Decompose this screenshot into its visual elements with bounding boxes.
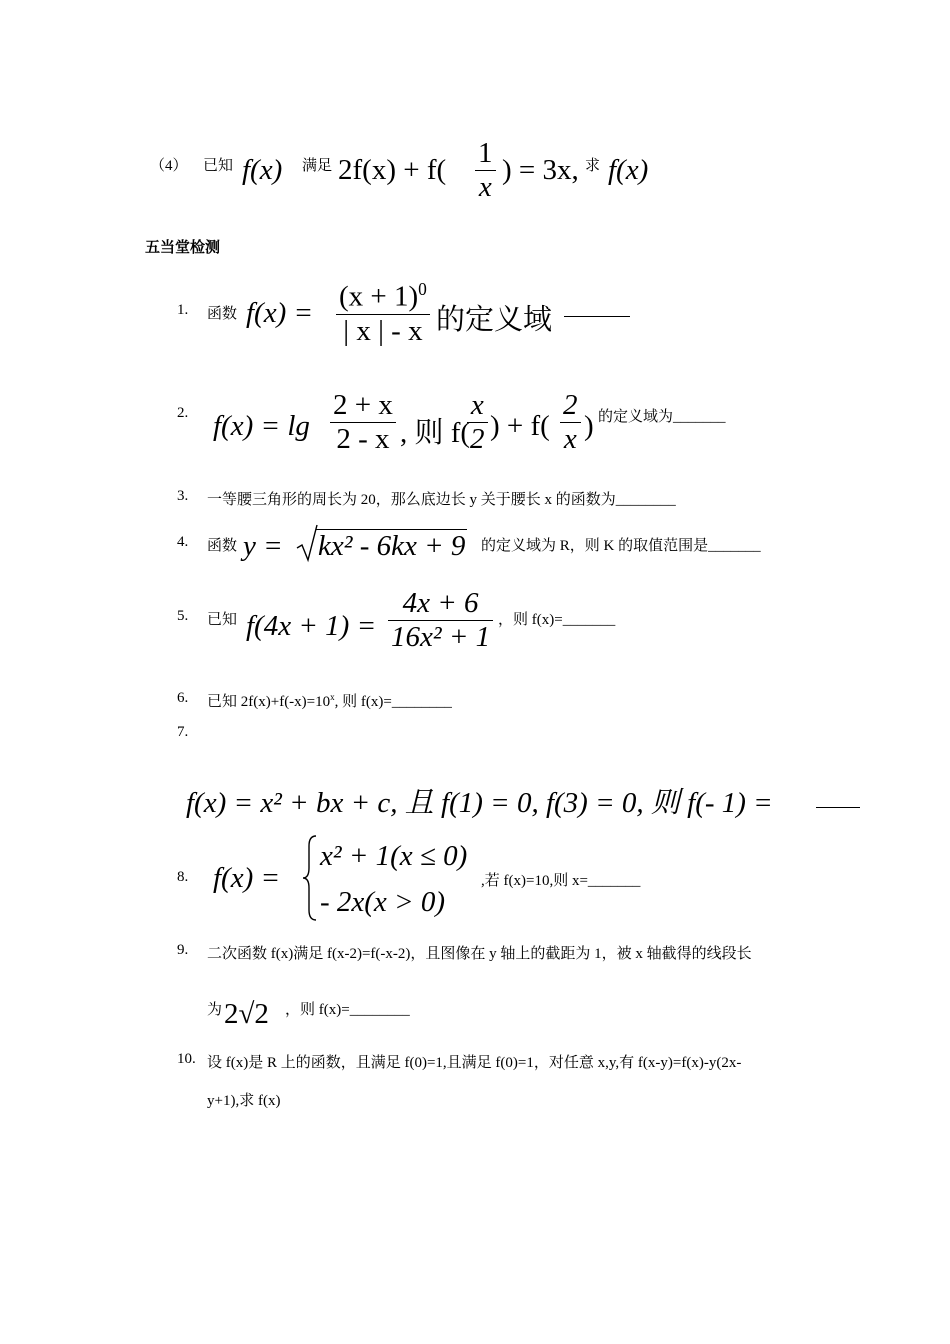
- q2-frac2-den: 2: [470, 422, 485, 455]
- part4-satisfies: 满足: [302, 158, 333, 174]
- q2-frac3: [560, 390, 581, 456]
- q8-lhs: f(x) =: [213, 862, 281, 894]
- q2-frac3-den: x: [563, 422, 577, 455]
- q5-den: 16x² + 1: [391, 620, 491, 653]
- q2-number: 2.: [177, 405, 189, 421]
- q10-number: 10.: [177, 1051, 196, 1067]
- part4-frac-den: x: [478, 170, 492, 203]
- q1-den: | x | - x: [343, 314, 423, 347]
- q4-lhs: y =: [243, 530, 283, 562]
- q1-lhs: f(x) =: [246, 297, 314, 329]
- q9-line2-c: ，则 f(x)=________: [285, 1002, 410, 1018]
- q4-radicand: kx² - 6kx + 9: [318, 530, 466, 562]
- q6-text-b: , 则 f(x)=________: [334, 694, 452, 710]
- part4-fx2: f(x): [608, 154, 649, 186]
- q9-line2-a: 为: [207, 1002, 223, 1018]
- q1-fraction: [336, 280, 430, 348]
- q4-number: 4.: [177, 534, 189, 550]
- q8-case1: x² + 1(x ≤ 0): [320, 840, 468, 872]
- q1-exp: 0: [418, 279, 427, 299]
- q6-text: [207, 690, 452, 711]
- sqrt-icon: [296, 523, 318, 563]
- part4-known: 已知: [203, 158, 234, 174]
- q4-tail: 的定义域为 R，则 K 的取值范围是_______: [481, 538, 761, 554]
- q6-number: 6.: [177, 690, 189, 706]
- part4-eq-right: ) = 3x,: [502, 154, 579, 186]
- q1-blank: [564, 316, 630, 317]
- q7-number: 7.: [177, 724, 189, 740]
- q2-frac1: [330, 390, 396, 456]
- q6-text-a: 已知 2f(x)+f(-x)=10: [207, 694, 331, 710]
- q9-line2-b: 2√2: [224, 998, 269, 1030]
- q7-blank: [816, 807, 860, 808]
- part4-label: （4）: [150, 158, 188, 174]
- part4-seek: 求: [585, 158, 601, 174]
- q5-fraction: [388, 588, 493, 654]
- q9-line1: 二次函数 f(x)满足 f(x-2)=f(-x-2)，且图像在 y 轴上的截距为 1，被 x 轴截得的线段长: [207, 946, 752, 962]
- q2-close: ): [584, 410, 594, 442]
- part4-frac: [475, 138, 496, 204]
- q5-num: 4x + 6: [388, 588, 493, 621]
- q5-label: 已知: [207, 612, 238, 628]
- q8-tail: ,若 f(x)=10,则 x=_______: [481, 873, 641, 889]
- q1-num: (x + 1): [339, 280, 419, 313]
- q8-case2: - 2x(x > 0): [320, 886, 446, 918]
- q3-number: 3.: [177, 488, 189, 504]
- q1-tail: 的定义域: [436, 304, 553, 336]
- section-title: 五当堂检测: [145, 238, 221, 256]
- q10-line2: y+1),求 f(x): [207, 1093, 281, 1109]
- q2-frac2: [467, 390, 488, 456]
- q2-tail: 的定义域为_______: [598, 409, 726, 425]
- q9-number: 9.: [177, 942, 189, 958]
- q1-number: 1.: [177, 302, 189, 318]
- q8-number: 8.: [177, 869, 189, 885]
- part4-fx: f(x): [242, 154, 283, 186]
- part4-eq-left: 2f(x) + f(: [338, 154, 447, 186]
- q2-mid: , 则 f(: [400, 417, 471, 449]
- q2-frac1-num: 2 + x: [330, 390, 396, 423]
- q2-plus: ) + f(: [490, 410, 550, 442]
- q2-lhs: f(x) = lg: [213, 410, 310, 442]
- q3-text: 一等腰三角形的周长为 20，那么底边长 y 关于腰长 x 的函数为________: [207, 492, 676, 508]
- left-brace-icon: [302, 834, 318, 922]
- q5-lhs: f(4x + 1) =: [246, 610, 377, 642]
- q5-tail: ，则 f(x)=_______: [498, 612, 616, 628]
- q1-label: 函数: [207, 306, 238, 322]
- q6-sup: x: [330, 692, 335, 702]
- q7-formula: f(x) = x² + bx + c, 且 f(1) = 0, f(3) = 0, 则 f(- 1) =: [186, 787, 773, 819]
- q2-frac1-den: 2 - x: [336, 422, 390, 455]
- q2-frac2-num: x: [467, 390, 488, 423]
- q4-label: 函数: [207, 538, 238, 554]
- q10-line1: 设 f(x)是 R 上的函数，且满足 f(0)=1,且满足 f(0)=1，对任意 x,y,有 f(x-y)=f(x)-y(2x-: [207, 1055, 742, 1071]
- q2-frac3-num: 2: [560, 390, 581, 423]
- q5-number: 5.: [177, 608, 189, 624]
- part4-frac-num: 1: [475, 138, 496, 171]
